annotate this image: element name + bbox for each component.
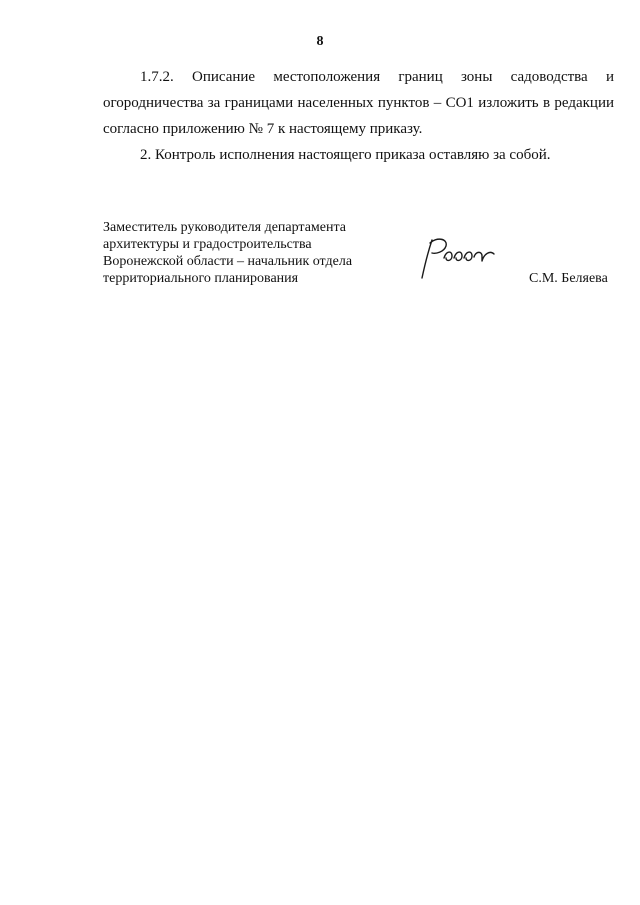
page-number: 8 bbox=[316, 34, 324, 49]
paragraph-line: огородничества за границами населенных пунктов – СО1 изложить в редакции bbox=[103, 95, 614, 111]
signer-position-line: Воронежской области – начальник отдела bbox=[103, 254, 353, 269]
handwritten-signature-icon bbox=[418, 234, 508, 284]
signer-position bbox=[103, 219, 403, 287]
signer-position-line: Заместитель руководителя департамента bbox=[103, 220, 346, 235]
signer-position-line: архитектуры и градостроительства bbox=[103, 237, 312, 252]
paragraph-line: 2. Контроль исполнения настоящего приказа оставляю за собой. bbox=[140, 147, 551, 163]
paragraph-1-7-2 bbox=[103, 64, 614, 142]
paragraph-line: согласно приложению № 7 к настоящему приказу. bbox=[103, 121, 423, 137]
signer-position-line: территориального планирования bbox=[103, 271, 299, 286]
signer-name: С.М. Беляева bbox=[529, 271, 608, 286]
paragraph-2 bbox=[103, 142, 614, 168]
paragraph-line: 1.7.2. Описание местоположения границ зоны садоводства и bbox=[140, 69, 614, 85]
